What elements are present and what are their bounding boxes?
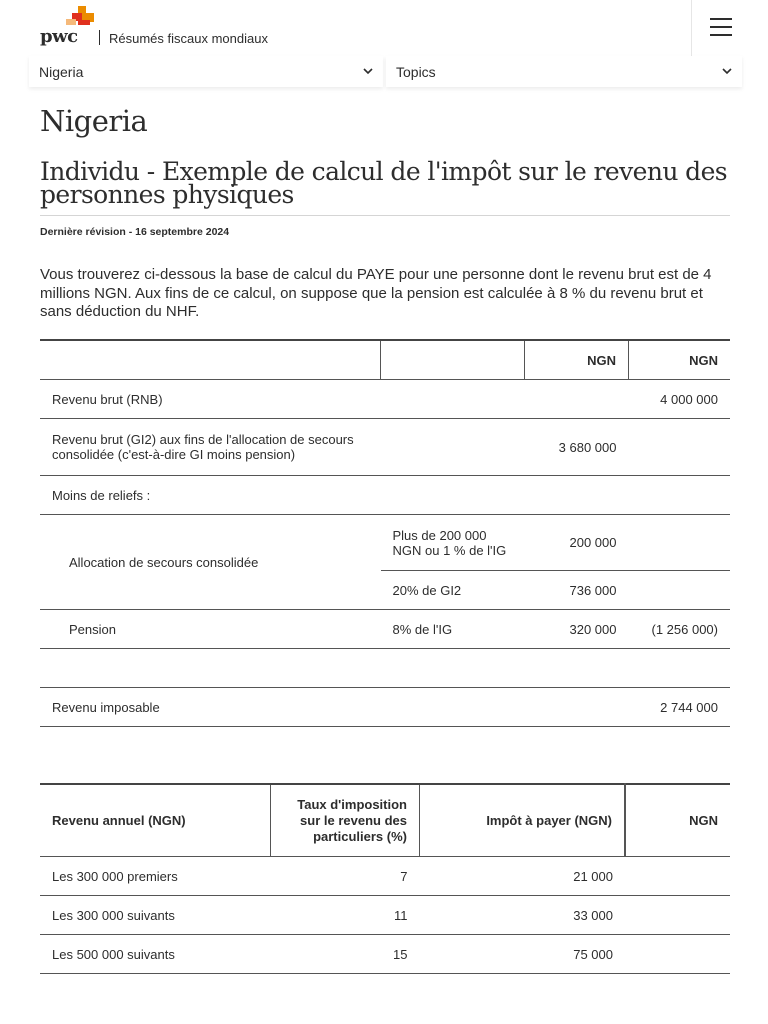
table-header-row bbox=[40, 340, 730, 380]
pwc-logo-mark-icon bbox=[64, 6, 96, 28]
hamburger-menu-icon[interactable] bbox=[710, 18, 732, 36]
table-header-row bbox=[40, 784, 730, 857]
table-row bbox=[40, 857, 730, 896]
tax-cell: 21 000 bbox=[573, 868, 613, 884]
row-label: Revenu imposable bbox=[52, 699, 160, 715]
band-cell: Les 300 000 premiers bbox=[52, 868, 178, 884]
title-divider bbox=[40, 215, 730, 216]
table-row bbox=[40, 476, 730, 515]
table-row bbox=[40, 688, 730, 727]
rate-cell: 11 bbox=[394, 907, 408, 923]
country-select[interactable] bbox=[29, 56, 383, 87]
row-value: 320 000 bbox=[569, 621, 617, 637]
chevron-down-icon bbox=[722, 66, 732, 76]
menu-separator bbox=[691, 0, 692, 56]
row-value: 736 000 bbox=[569, 582, 617, 598]
row-value: 3 680 000 bbox=[558, 439, 617, 455]
tax-cell: 75 000 bbox=[573, 946, 613, 962]
rate-cell: 7 bbox=[400, 868, 408, 884]
row-basis: Plus de 200 000 NGN ou 1 % de l'IG bbox=[392, 527, 507, 558]
header-cell: Revenu annuel (NGN) bbox=[52, 813, 186, 828]
brand-text[interactable]: Résumés fiscaux mondiaux bbox=[109, 31, 268, 46]
table-row bbox=[40, 515, 730, 571]
tax-cell: 33 000 bbox=[573, 907, 613, 923]
table-row bbox=[40, 935, 730, 974]
row-value: 4 000 000 bbox=[660, 391, 718, 407]
header-cell: NGN bbox=[625, 784, 730, 857]
header-cell: Taux d'imposition sur le revenu des particuliers (%) bbox=[271, 784, 420, 857]
row-label: Allocation de secours consolidée bbox=[69, 554, 259, 570]
row-label: Moins de reliefs : bbox=[52, 487, 151, 503]
header-cell: Impôt à payer (NGN) bbox=[420, 784, 626, 857]
rate-cell: 15 bbox=[393, 946, 408, 962]
row-basis: 8% de l'IG bbox=[392, 621, 453, 637]
header-cell bbox=[381, 340, 525, 380]
pwc-logo-text: pwc bbox=[40, 26, 78, 47]
band-cell: Les 300 000 suivants bbox=[52, 907, 175, 923]
paye-calculation-table bbox=[40, 339, 730, 727]
row-basis: 20% de GI2 bbox=[392, 582, 462, 598]
tax-bands-table bbox=[40, 783, 730, 974]
chevron-down-icon bbox=[363, 66, 373, 76]
header-cell: NGN bbox=[525, 340, 629, 380]
band-cell: Les 500 000 suivants bbox=[52, 946, 175, 962]
header-divider bbox=[99, 30, 100, 45]
row-label: Revenu brut (GI2) aux fins de l'allocation de secours consolidée (c'est-à-dire GI moins pension) bbox=[52, 432, 354, 462]
header-cell bbox=[40, 340, 381, 380]
table-row bbox=[40, 896, 730, 935]
pwc-logo[interactable] bbox=[40, 6, 96, 48]
table-row bbox=[40, 380, 730, 419]
revision-date: Dernière révision - 16 septembre 2024 bbox=[40, 226, 230, 238]
row-value: 200 000 bbox=[569, 535, 617, 550]
topics-select[interactable] bbox=[386, 56, 742, 87]
country-select-value: Nigeria bbox=[39, 64, 84, 80]
intro-paragraph: Vous trouverez ci-dessous la base de calcul du PAYE pour une personne dont le revenu brut est de 4 millions NGN. Aux fins de ce calcul, on suppose que la pension est calculée à 8 % du revenu brut et sans déduction du NHF. bbox=[40, 266, 712, 320]
table-row-empty bbox=[40, 649, 730, 688]
topics-select-value: Topics bbox=[396, 64, 436, 80]
row-label: Pension bbox=[69, 621, 116, 637]
row-value: (1 256 000) bbox=[651, 621, 718, 637]
row-value: 2 744 000 bbox=[660, 699, 718, 715]
table-row bbox=[40, 419, 730, 476]
country-title: Nigeria bbox=[40, 104, 148, 138]
site-header bbox=[0, 0, 768, 56]
row-label: Revenu brut (RNB) bbox=[52, 391, 163, 407]
page-title: Individu - Exemple de calcul de l'impôt sur le revenu des personnes physiques bbox=[40, 157, 727, 209]
table-row bbox=[40, 610, 730, 649]
header-cell: NGN bbox=[629, 340, 731, 380]
